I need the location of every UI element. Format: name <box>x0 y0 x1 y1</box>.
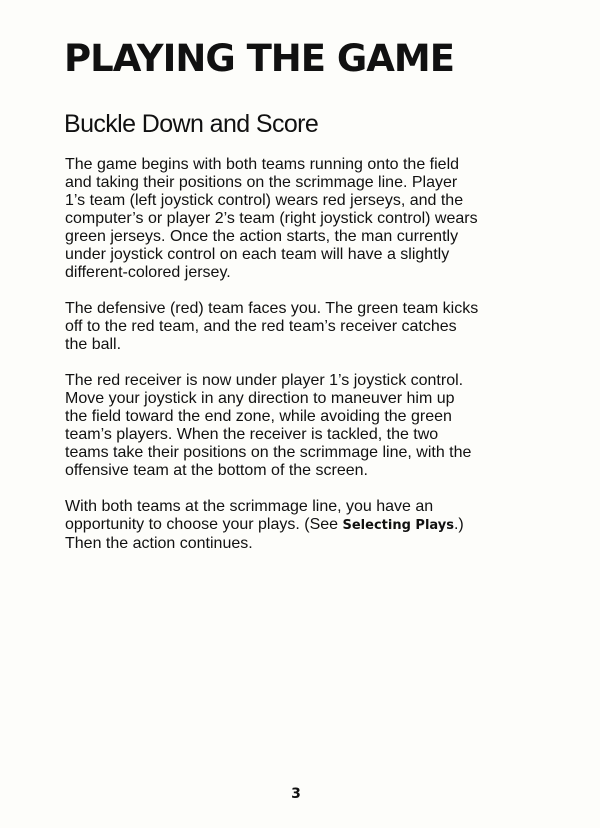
text-segment: opportunity to choose your plays. (See <box>65 516 343 533</box>
paragraph-intro <box>65 156 545 282</box>
text-line: computer’s or player 2’s team (right joystick control) wears <box>65 210 478 227</box>
text-line: The game begins with both teams running onto the field <box>65 156 460 173</box>
text-line: the field toward the end zone, while avoiding the green <box>65 408 452 425</box>
text-line: team’s players. When the receiver is tackled, the two <box>65 426 439 443</box>
text-line: under joystick control on each team will have a slightly <box>65 246 450 263</box>
text-line: Move your joystick in any direction to maneuver him up <box>65 390 455 407</box>
text-line: The defensive (red) team faces you. The green team kicks <box>65 300 479 317</box>
text-line: the ball. <box>65 336 122 353</box>
text-line: and taking their positions on the scrimmage line. Player <box>65 174 458 191</box>
page-number: 3 <box>291 786 301 802</box>
body-text <box>65 156 545 571</box>
text-line: The red receiver is now under player 1’s joystick control. <box>65 372 464 389</box>
text-line: With both teams at the scrimmage line, you have an <box>65 498 434 515</box>
text-line: teams take their positions on the scrimmage line, with the <box>65 444 472 461</box>
text-line: different-colored jersey. <box>65 264 231 281</box>
text-line: offensive team at the bottom of the screen. <box>65 462 368 479</box>
text-line: 1’s team (left joystick control) wears red jerseys, and the <box>65 192 464 209</box>
selecting-plays-reference: Selecting Plays <box>342 518 454 533</box>
text-line: Then the action continues. <box>65 535 253 552</box>
section-title: Buckle Down and Score <box>64 110 319 138</box>
text-segment: .) <box>453 516 464 533</box>
paragraph-kickoff <box>65 300 545 354</box>
paragraph-receiver <box>65 372 545 480</box>
text-line: green jerseys. Once the action starts, the man currently <box>65 228 459 245</box>
paragraph-plays <box>65 498 545 553</box>
text-line: off to the red team, and the red team’s receiver catches <box>65 318 457 335</box>
text-line-with-reference <box>65 516 545 535</box>
page-title: PLAYING THE GAME <box>64 37 455 80</box>
